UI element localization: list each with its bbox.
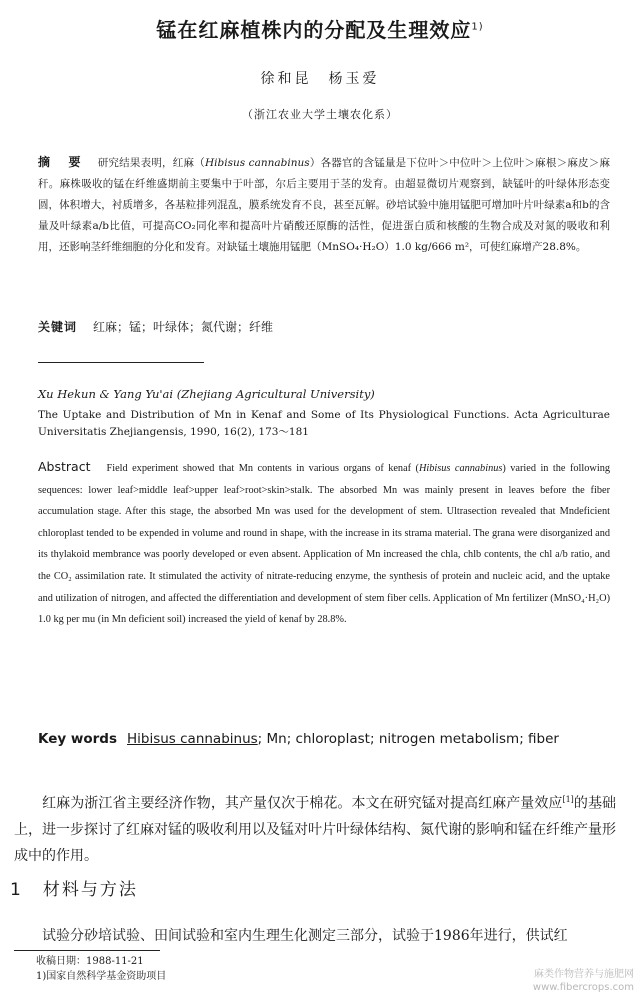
keywords-cn-text: 红麻；锰；叶绿体；氮代谢；纤维	[93, 320, 274, 334]
affiliation: （浙江农业大学土壤农化系）	[242, 108, 398, 121]
keywords-en-rest: ; Mn; chloroplast; nitrogen metabolism; fiber	[257, 731, 559, 747]
keywords-en-species: Hibisus cannabinus	[126, 731, 258, 747]
authors: 徐和昆 杨玉爱	[260, 71, 380, 87]
abstract-cn-label: 摘 要	[38, 155, 84, 169]
abstract-english	[38, 456, 610, 631]
introduction-paragraph	[14, 787, 616, 869]
abstract-en-label: Abstract	[38, 459, 91, 474]
intro-citation: [1]	[562, 795, 574, 804]
section-heading	[10, 875, 138, 900]
english-authors: Xu Hekun & Yang Yu'ai (Zhejiang Agricultural University)	[38, 387, 375, 401]
footnote-fund: 1)国家自然科学基金资助项目	[36, 971, 167, 982]
section-text: 试验分砂培试验、田间试验和室内生理生化测定三部分，试验于1986年进行，供试红	[42, 928, 568, 944]
keywords-english	[38, 731, 610, 747]
watermark	[533, 968, 634, 994]
watermark-url: www.fibercrops.com	[532, 982, 634, 993]
title-text: 锰在红麻植株内的分配及生理效应	[156, 18, 472, 42]
abstract-en-species: Hibisus cannabinus	[418, 463, 503, 474]
abstract-en-part2: ) varied in the following sequences: lower leaf>middle leaf>upper leaf>root>skin>stalk. The absorbed Mn was mainly present in leaves before the fiber accumulation stage. After this stage, the absorbed Mn was used for the development of stem. Ultrasection revealed that Mndeficient chloroplast tended to be expended in volume and round in shape, with the increase in its strama material. The grana were disorganized and its thylakoid membrance was poorly developed or even absent. Application of Mn increased the chla, chlb contents, the chl a/b ratio, and the CO₂ assimilation rate. It stimulated the activity of nitrate-reducing enzyme, the synthesis of protein and nucleic acid, and the uptake and utilization of nitrogen, and affected the differentiation and development of stem fiber cells. Application of Mn fertilizer (MnSO₄·H₂O) 1.0 kg per mu (in Mn deficient soil) increased the yield of kenaf by 28.8%.	[38, 463, 610, 626]
abstract-cn-species: Hibisus cannabinus	[204, 157, 310, 169]
watermark-cn: 麻类作物营养与施肥网	[534, 969, 634, 980]
abstract-cn-part1: 研究结果表明，红麻（	[97, 157, 205, 169]
section-divider	[38, 362, 204, 363]
intro-text-2: 的基础上，进一步探讨了红麻对锰的吸收利用以及锰对叶片叶绿体结构、氮代谢的影响和锰在纤维产量形成中的作用。	[14, 795, 617, 864]
paper-title	[0, 14, 640, 43]
english-reference: The Uptake and Distribution of Mn in Kenaf and Some of Its Physiological Functions. Acta Agriculturae Universitatis Zhejiangensis, 1990, 16(2), 173～181	[38, 409, 610, 438]
section-title: 材料与方法	[42, 880, 138, 900]
title-footnote-mark: 1)	[471, 21, 484, 33]
abstract-chinese	[38, 152, 610, 258]
keywords-cn-label: 关键词	[38, 320, 78, 334]
footnote-received: 收稿日期：1988-11-21	[36, 956, 144, 967]
footnote-rule	[14, 950, 160, 951]
abstract-cn-part2: ）各器官的含锰量是下位叶＞中位叶＞上位叶＞麻根＞麻皮＞麻秆。麻株吸收的锰在纤维盛期前主要集中于叶部，尔后主要用于茎的发育。由超显微切片观察到，缺锰叶的叶绿体形态变圆，体积增大，衬质增多，各基粒排列混乱，膜系统发育不良，甚至瓦解。砂培试验中施用锰肥可增加叶片叶绿素a和b的含量及叶绿素a/b比值，可提高CO₂同化率和提高叶片硝酸还原酶的活性，促进蛋白质和核酸的生物合成及对氮的吸收和利用，还影响茎纤维细胞的分化和发育。对缺锰土壤施用锰肥（MnSO₄·H₂O）1.0 kg/666 m²，可使红麻增产28.8%。	[38, 157, 611, 253]
section-paragraph	[14, 926, 616, 946]
section-number: 1	[10, 880, 23, 900]
abstract-en-part1: Field experiment showed that Mn contents in various organs of kenaf (	[106, 463, 419, 474]
keywords-en-label: Key words	[38, 731, 117, 747]
intro-text: 红麻为浙江省主要经济作物，其产量仅次于棉花。本文在研究锰对提高红麻产量效应	[42, 795, 563, 812]
footnotes	[36, 954, 166, 984]
keywords-chinese	[38, 318, 610, 335]
